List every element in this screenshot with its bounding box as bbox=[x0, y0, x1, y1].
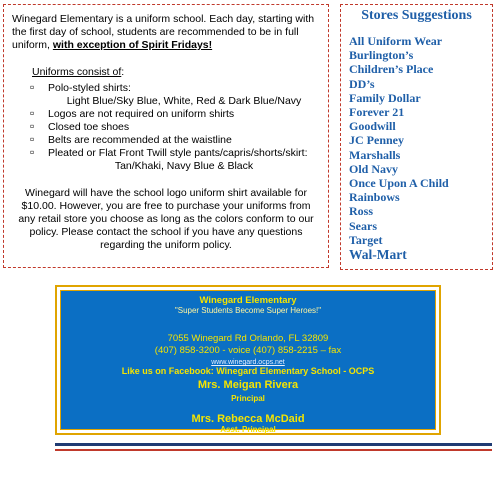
store-item: Wal-Mart bbox=[349, 247, 407, 263]
uniform-rules-list bbox=[12, 82, 320, 173]
school-info-panel bbox=[60, 290, 436, 434]
rule-text: Logos are not required on uniform shirts bbox=[48, 108, 235, 120]
stores-suggestions-box bbox=[340, 4, 493, 270]
footer-divider-blue bbox=[55, 443, 492, 446]
list-item bbox=[30, 108, 320, 121]
uniform-intro bbox=[12, 13, 320, 52]
store-item: Family Dollar bbox=[349, 90, 421, 105]
store-item: Ross bbox=[349, 204, 374, 219]
facebook-note: Like us on Facebook: Winegard Elementary School - OCPS bbox=[121, 366, 375, 376]
store-item: Marshalls bbox=[349, 147, 401, 162]
subhead-colon: : bbox=[121, 66, 125, 78]
school-website-link[interactable]: www.winegard.ocps.net bbox=[211, 359, 285, 366]
list-item bbox=[30, 147, 320, 173]
store-item: Burlington’s bbox=[349, 48, 414, 63]
subhead-text: Uniforms consist of bbox=[32, 66, 122, 78]
uniforms-consist-heading bbox=[32, 66, 320, 78]
list-item bbox=[30, 121, 320, 134]
store-item: Goodwill bbox=[349, 119, 396, 134]
store-item: Rainbows bbox=[349, 190, 400, 205]
rule-text: Closed toe shoes bbox=[48, 121, 130, 133]
rule-text: Pleated or Flat Front Twill style pants/capris/shorts/skirt: bbox=[48, 147, 308, 159]
store-item: DD’s bbox=[349, 76, 375, 91]
rule-text: Polo-styled shirts: bbox=[48, 82, 131, 94]
asst-principal-name: Mrs. Rebecca McDaid bbox=[191, 413, 305, 425]
intro-text: Winegard Elementary is a uniform school. Each day, starting with the first day of school, students are recommended to be in full uniform, bbox=[12, 13, 315, 51]
list-item bbox=[30, 134, 320, 147]
store-item: Old Navy bbox=[349, 161, 399, 176]
school-motto: "Super Students Become Super Heroes!" bbox=[174, 306, 322, 315]
stores-title: Stores Suggestions bbox=[361, 8, 472, 23]
store-item: All Uniform Wear bbox=[349, 34, 443, 48]
school-info-frame bbox=[55, 285, 441, 435]
principal-name: Mrs. Meigan Rivera bbox=[197, 379, 299, 391]
rule-sub: Light Blue/Sky Blue, White, Red & Dark Blue/Navy bbox=[66, 95, 302, 107]
store-item: Children’s Place bbox=[349, 62, 434, 77]
uniform-shirt-policy: Winegard will have the school logo uniform shirt available for $10.00. However, you are free to purchase your uniforms from any retail store you choose as long as the colors conform to our policy. Please contact the school if you have any questions regarding the uniform policy. bbox=[18, 187, 314, 251]
spirit-friday-note: with exception of Spirit Fridays! bbox=[52, 39, 213, 51]
store-item: Forever 21 bbox=[349, 105, 405, 120]
school-name: Winegard Elementary bbox=[199, 295, 297, 306]
store-item: Sears bbox=[349, 218, 377, 233]
uniform-policy-box bbox=[3, 4, 329, 268]
store-item: JC Penney bbox=[349, 133, 404, 148]
rule-text: Belts are recommended at the waistline bbox=[48, 134, 232, 146]
list-item bbox=[30, 82, 320, 108]
school-address: 7055 Winegard Rd Orlando, FL 32809 bbox=[167, 333, 329, 344]
school-phone: (407) 858-3200 - voice (407) 858-2215 – fax bbox=[154, 345, 342, 356]
stores-list bbox=[349, 34, 492, 263]
store-item: Once Upon A Child bbox=[349, 176, 449, 191]
principal-title: Principal bbox=[231, 394, 265, 403]
footer-divider-red bbox=[55, 449, 492, 451]
store-item: Target bbox=[349, 232, 383, 247]
asst-principal-title: Asst. Principal bbox=[220, 425, 276, 434]
rule-sub: Tan/Khaki, Navy Blue & Black bbox=[114, 160, 254, 172]
